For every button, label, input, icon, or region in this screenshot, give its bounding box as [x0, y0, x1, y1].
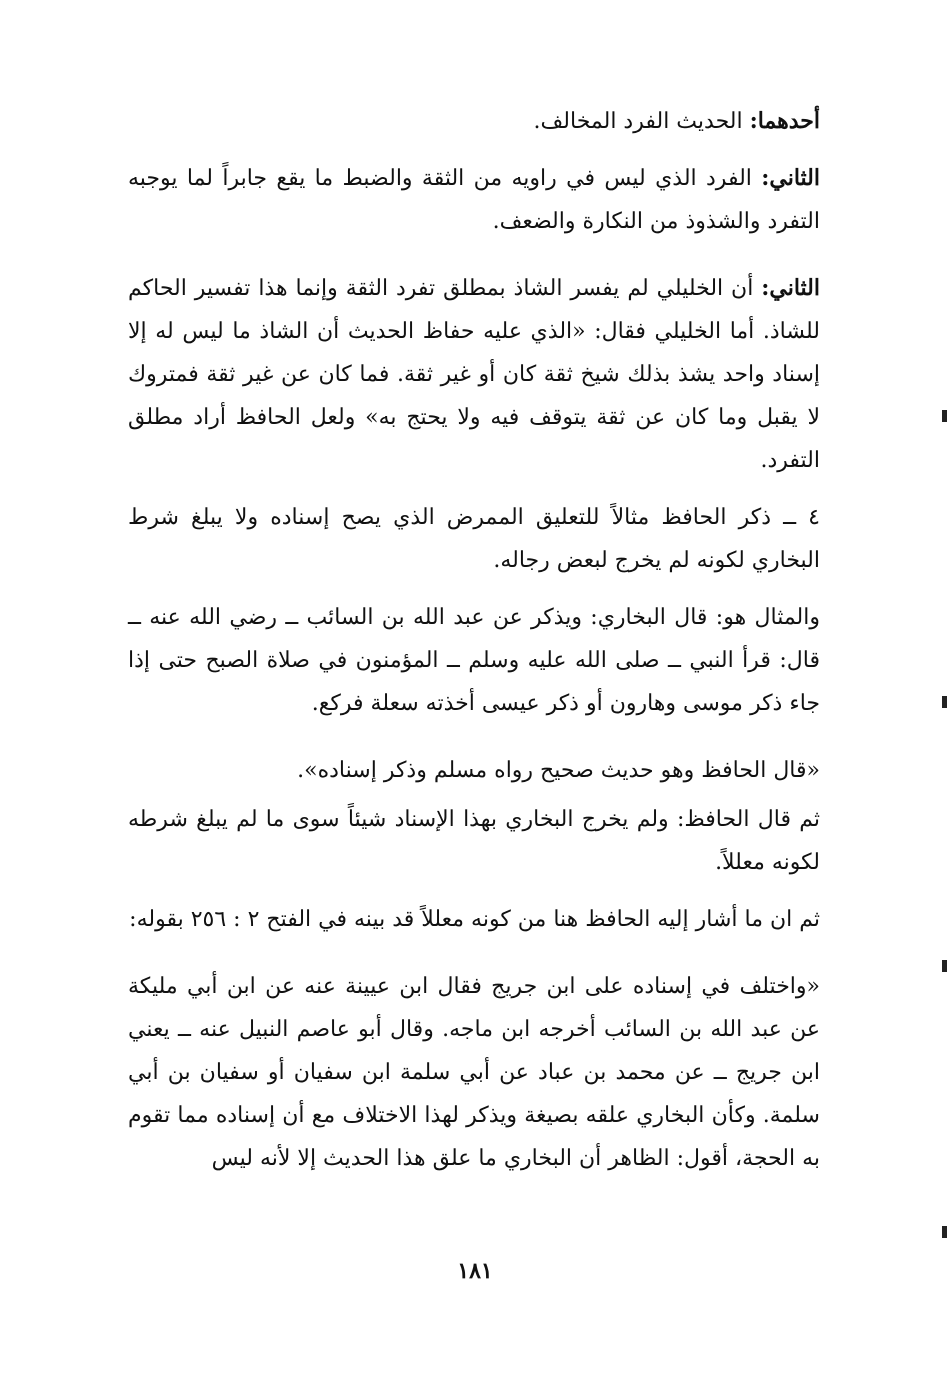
paragraph-1: [128, 100, 820, 143]
paragraph-text: والمثال هو: قال البخاري: ويذكر عن عبد الله بن السائب ــ رضي الله عنه ــ قال: قرأ النبي ــ صلى الله عليه وسلم ــ المؤمنون في صلاة الصبح حتى إذا جاء ذكر موسى وهارون أو ذكر عيسى أخذته سعلة فركع.: [128, 605, 820, 716]
paragraph-4: [128, 496, 820, 582]
paragraph-2: [128, 157, 820, 243]
margin-mark: [942, 410, 947, 422]
paragraph-3: [128, 267, 820, 482]
page-body: [128, 100, 820, 1180]
page-number: ١٨١: [457, 1258, 493, 1284]
paragraph-text: ثم ان ما أشار إليه الحافظ هنا من كونه معللاً قد بينه في الفتح ٢ : ٢٥٦ بقوله:: [129, 907, 820, 932]
margin-mark: [942, 1226, 947, 1238]
paragraph-text: «واختلف في إسناده على ابن جريج فقال ابن عيينة عنه عن ابن أبي مليكة عن عبد الله بن السائب أخرجه ابن ماجه. وقال أبو عاصم النبيل عنه ــ يعني ابن جريج ــ عن محمد بن عباد عن أبي سلمة ابن سفيان أو سفيان بن أبي سلمة. وكأن البخاري علقه بصيغة ويذكر لهذا الاختلاف مع أن إسناده مما تقوم به الحجة، أقول: الظاهر أن البخاري ما علق هذا الحديث إلا لأنه ليس: [128, 974, 820, 1171]
paragraph-9: [128, 965, 820, 1180]
paragraph-text: ٤ ــ ذكر الحافظ مثالاً للتعليق الممرض الذي يصح إسناده ولا يبلغ شرط البخاري لكونه لم يخرج لبعض رجاله.: [128, 505, 820, 573]
paragraph-7: [128, 798, 820, 884]
margin-mark: [942, 960, 947, 972]
paragraph-text: ثم قال الحافظ: ولم يخرج البخاري بهذا الإسناد شيئاً سوى ما لم يبلغ شرطه لكونه معللاً.: [128, 807, 820, 875]
margin-mark: [942, 696, 947, 708]
paragraph-lead: الثاني:: [761, 165, 820, 191]
paragraph-lead: أحدهما:: [749, 108, 820, 134]
paragraph-text: الحديث الفرد المخالف.: [533, 109, 750, 134]
paragraph-text: «قال الحافظ وهو حديث صحيح رواه مسلم وذكر إسناده».: [297, 758, 820, 783]
paragraph-text: الفرد الذي ليس في راويه من الثقة والضبط ما يقع جابراً لما يوجبه التفرد والشذوذ من النكارة والضعف.: [128, 166, 820, 234]
paragraph-5: [128, 596, 820, 725]
paragraph-text: أن الخليلي لم يفسر الشاذ بمطلق تفرد الثقة وإنما هذا تفسير الحاكم للشاذ. أما الخليلي فقال: «الذي عليه حفاظ الحديث أن الشاذ ما ليس له إلا إسناد واحد يشذ بذلك شيخ ثقة كان أو غير ثقة. فما كان عن غير ثقة فمتروك لا يقبل وما كان عن ثقة يتوقف فيه ولا يحتج به» ولعل الحافظ أراد مطلق التفرد.: [128, 276, 820, 473]
paragraph-lead: الثاني:: [761, 275, 820, 301]
paragraph-6: [128, 749, 820, 792]
paragraph-8: [128, 898, 820, 941]
